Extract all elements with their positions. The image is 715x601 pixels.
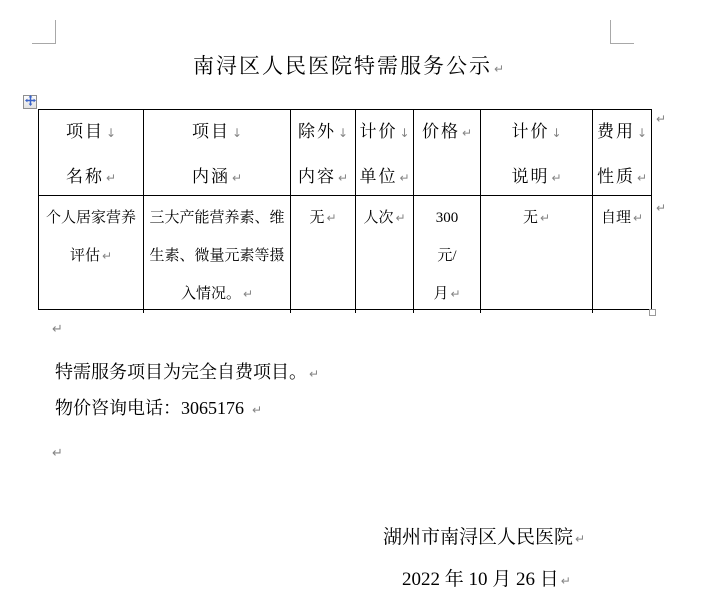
header-text: 内涵	[191, 167, 230, 186]
header-text: 计价	[359, 122, 398, 141]
cell-exclusions	[291, 196, 356, 313]
header-cell-pricing-note	[481, 110, 593, 196]
empty-paragraph-mark: ↵	[52, 446, 63, 461]
empty-paragraph-mark: ↵	[52, 322, 63, 337]
cell-pricing-note	[481, 196, 593, 313]
cell-text: 无	[309, 210, 325, 226]
cell-end-mark: ↵	[326, 211, 337, 225]
move-arrows-icon	[25, 93, 36, 111]
header-text: 名称	[65, 167, 104, 186]
cell-end-mark: ↵	[461, 126, 473, 140]
cell-text: 自理	[600, 210, 631, 226]
margin-crop-mark-top-left-horizontal	[32, 43, 56, 44]
footer-organization-text: 湖州市南浔区人民医院	[383, 527, 574, 548]
cell-end-mark: ↵	[231, 171, 243, 185]
note-text: 物价咨询电话：3065176	[55, 398, 244, 418]
paragraph-mark: ↵	[575, 532, 586, 546]
cell-text: 三大产能营养素、维	[149, 210, 285, 226]
header-cell-fee-nature	[593, 110, 651, 196]
cell-text: 入情况。	[180, 286, 241, 302]
line-break-mark: ↓	[231, 126, 243, 140]
header-text: 项目	[191, 122, 230, 141]
footer-date-text: 2022 年 10 月 26 日	[402, 569, 559, 590]
cell-project-content	[144, 196, 291, 313]
header-cell-project-name	[39, 110, 144, 196]
margin-crop-mark-top-right-vertical	[610, 20, 611, 44]
cell-end-mark: ↵	[105, 171, 117, 185]
cell-end-mark: ↵	[242, 287, 254, 301]
header-cell-exclusions	[291, 110, 356, 196]
header-cell-price	[414, 110, 481, 196]
cell-project-name	[39, 196, 144, 313]
margin-crop-mark-top-left-vertical	[55, 20, 56, 44]
cell-end-mark: ↵	[399, 171, 410, 185]
cell-price	[414, 196, 481, 313]
header-text: 单位	[359, 167, 398, 186]
header-text: 费用	[596, 122, 635, 141]
cell-fee-nature	[593, 196, 651, 313]
header-text: 说明	[511, 167, 550, 186]
document-title-text: 南浔区人民医院特需服务公示	[193, 54, 492, 78]
cell-end-mark: ↵	[539, 211, 551, 225]
footer-organization	[383, 522, 585, 549]
header-text: 除外	[297, 122, 336, 141]
paragraph-mark: ↵	[494, 62, 505, 76]
line-break-mark: ↓	[636, 126, 648, 140]
line-break-mark: ↓	[399, 126, 410, 140]
cell-text: 评估	[69, 248, 100, 264]
header-text: 价格	[421, 122, 460, 141]
cell-text: 月	[433, 286, 449, 302]
line-break-mark: ↓	[551, 126, 562, 140]
cell-end-mark: ↵	[636, 171, 648, 185]
service-table	[38, 109, 652, 310]
line-break-mark: ↓	[105, 126, 117, 140]
footer-date	[402, 564, 571, 591]
cell-text: 300	[435, 210, 459, 226]
cell-text: 生素、微量元素等摄	[149, 248, 285, 264]
cell-text: 元/	[437, 248, 457, 264]
header-text: 计价	[511, 122, 550, 141]
margin-crop-mark-top-right-horizontal	[610, 43, 634, 44]
note-text: 特需服务项目为完全自费项目。	[55, 362, 307, 382]
paragraph-mark: ↵	[309, 367, 320, 381]
table-move-handle[interactable]	[23, 95, 37, 109]
row-end-mark: ↵	[656, 112, 667, 126]
cell-pricing-unit	[356, 196, 414, 313]
table-resize-handle[interactable]	[649, 309, 656, 316]
cell-text: 人次	[363, 210, 394, 226]
header-text: 项目	[65, 122, 104, 141]
header-text: 内容	[297, 167, 336, 186]
cell-text: 无	[522, 210, 538, 226]
line-break-mark: ↓	[337, 126, 349, 140]
paragraph-mark: ↵	[560, 574, 571, 588]
cell-end-mark: ↵	[337, 171, 349, 185]
paragraph-mark: ↵	[252, 403, 263, 417]
header-cell-project-content	[144, 110, 291, 196]
cell-end-mark: ↵	[551, 171, 562, 185]
note-price-hotline	[55, 394, 262, 420]
header-text: 性质	[596, 167, 635, 186]
document-title	[193, 50, 504, 80]
cell-end-mark: ↵	[101, 249, 113, 263]
cell-end-mark: ↵	[395, 211, 406, 225]
cell-end-mark: ↵	[450, 287, 461, 301]
note-self-pay	[55, 358, 319, 384]
cell-text: 个人居家营养	[45, 210, 136, 226]
row-end-mark: ↵	[656, 201, 667, 215]
cell-end-mark: ↵	[632, 211, 644, 225]
header-cell-pricing-unit	[356, 110, 414, 196]
